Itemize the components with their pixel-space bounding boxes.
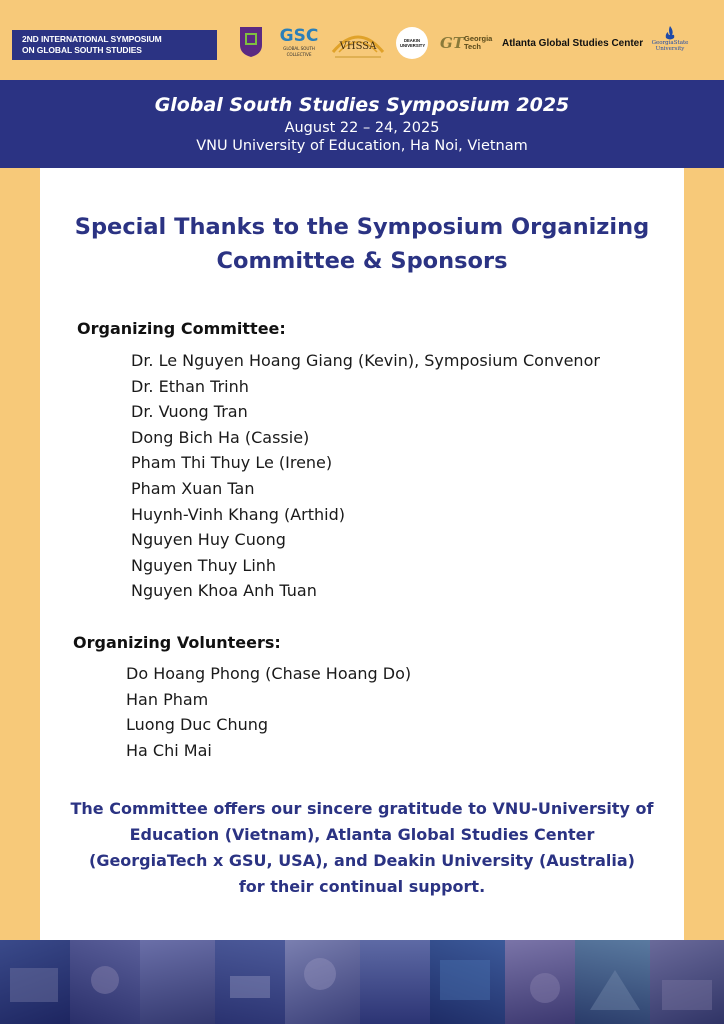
gsc-logo-mark: GSC [279,26,319,46]
georgia-tech-wordmark [464,35,492,51]
event-dates: August 22 – 24, 2025 [284,120,440,136]
volunteer-member: Do Hoang Phong (Chase Hoang Do) [126,664,412,683]
committee-member: Pham Xuan Tan [131,478,255,498]
event-tag-line-2: ON GLOBAL SOUTH STUDIES [22,45,142,55]
event-tag [12,30,217,60]
committee-member: Dr. Le Nguyen Hoang Giang (Kevin), Symposium Convenor [131,351,600,370]
committee-member: Nguyen Huy Cuong [131,530,286,550]
volunteers-title: Organizing Volunteers: [73,633,281,652]
page-heading-line-1: Special Thanks to the Symposium Organizing [74,214,650,240]
gsc-logo-caption: GLOBAL SOUTH COLLECTIVE [283,46,315,57]
gsu-wordmark [650,40,690,52]
gsu-line-2: University [655,46,685,52]
volunteer-member: Han Pham [126,689,209,709]
gsu-flame-icon [664,26,676,40]
gratitude-line-4: for their continual support. [238,877,486,896]
committee-member: Dong Bich Ha (Cassie) [131,427,310,447]
volunteer-member: Ha Chi Mai [126,740,212,760]
gsu-logo [650,26,690,52]
committee-member: Nguyen Thuy Linh [131,555,277,575]
committee-member: Dr. Vuong Tran [131,402,248,422]
vhssa-logo-text: VHSSA [339,41,377,52]
gt-monogram-icon: GT [440,34,464,52]
committee-member: Dr. Ethan Trinh [131,376,249,396]
collage-overlay-icon [0,940,724,1024]
gratitude-line-2: Education (Vietnam), Atlanta Global Studies Center [129,825,595,844]
volunteer-member: Luong Duc Chung [126,715,269,735]
deakin-logo-text: DEAKIN UNIVERSITY [400,38,426,48]
georgia-tech-logo [440,34,496,56]
atlanta-global-studies-logo: Atlanta Global Studies Center [502,38,644,49]
committee-member: Nguyen Khoa Anh Tuan [131,581,317,601]
page-heading [40,210,684,278]
committee-member: Pham Thi Thuy Le (Irene) [131,453,333,473]
gsu-line-1: GeorgiaState [651,40,689,46]
top-bar [0,0,724,80]
photo-collage-strip [0,940,724,1024]
event-title: Global South Studies Symposium 2025 [154,94,570,116]
georgia-tech-line-1: Georgia [464,34,493,43]
committee-member: Huynh-Vinh Khang (Arthid) [131,504,346,524]
committee-list [131,348,600,604]
deakin-logo [396,27,428,59]
partner-logos [236,24,720,64]
event-venue: VNU University of Education, Ha Noi, Vietnam [196,138,528,154]
gratitude-statement [40,796,684,900]
event-banner [0,80,724,168]
page-heading-line-2: Committee & Sponsors [216,248,508,274]
event-tag-line-1: 2ND INTERNATIONAL SYMPOSIUM [22,34,162,44]
content-card [40,168,684,940]
georgia-tech-line-2: Tech [464,42,481,51]
gsc-logo [276,26,322,58]
volunteers-list [126,661,411,763]
gratitude-line-1: The Committee offers our sincere gratitude to VNU-University of [70,799,654,818]
committee-title: Organizing Committee: [77,319,286,338]
vhssa-logo [329,26,387,60]
gratitude-line-3: (GeorgiaTech x GSU, USA), and Deakin University (Australia) [89,851,635,870]
ies-shield-logo [239,26,263,58]
